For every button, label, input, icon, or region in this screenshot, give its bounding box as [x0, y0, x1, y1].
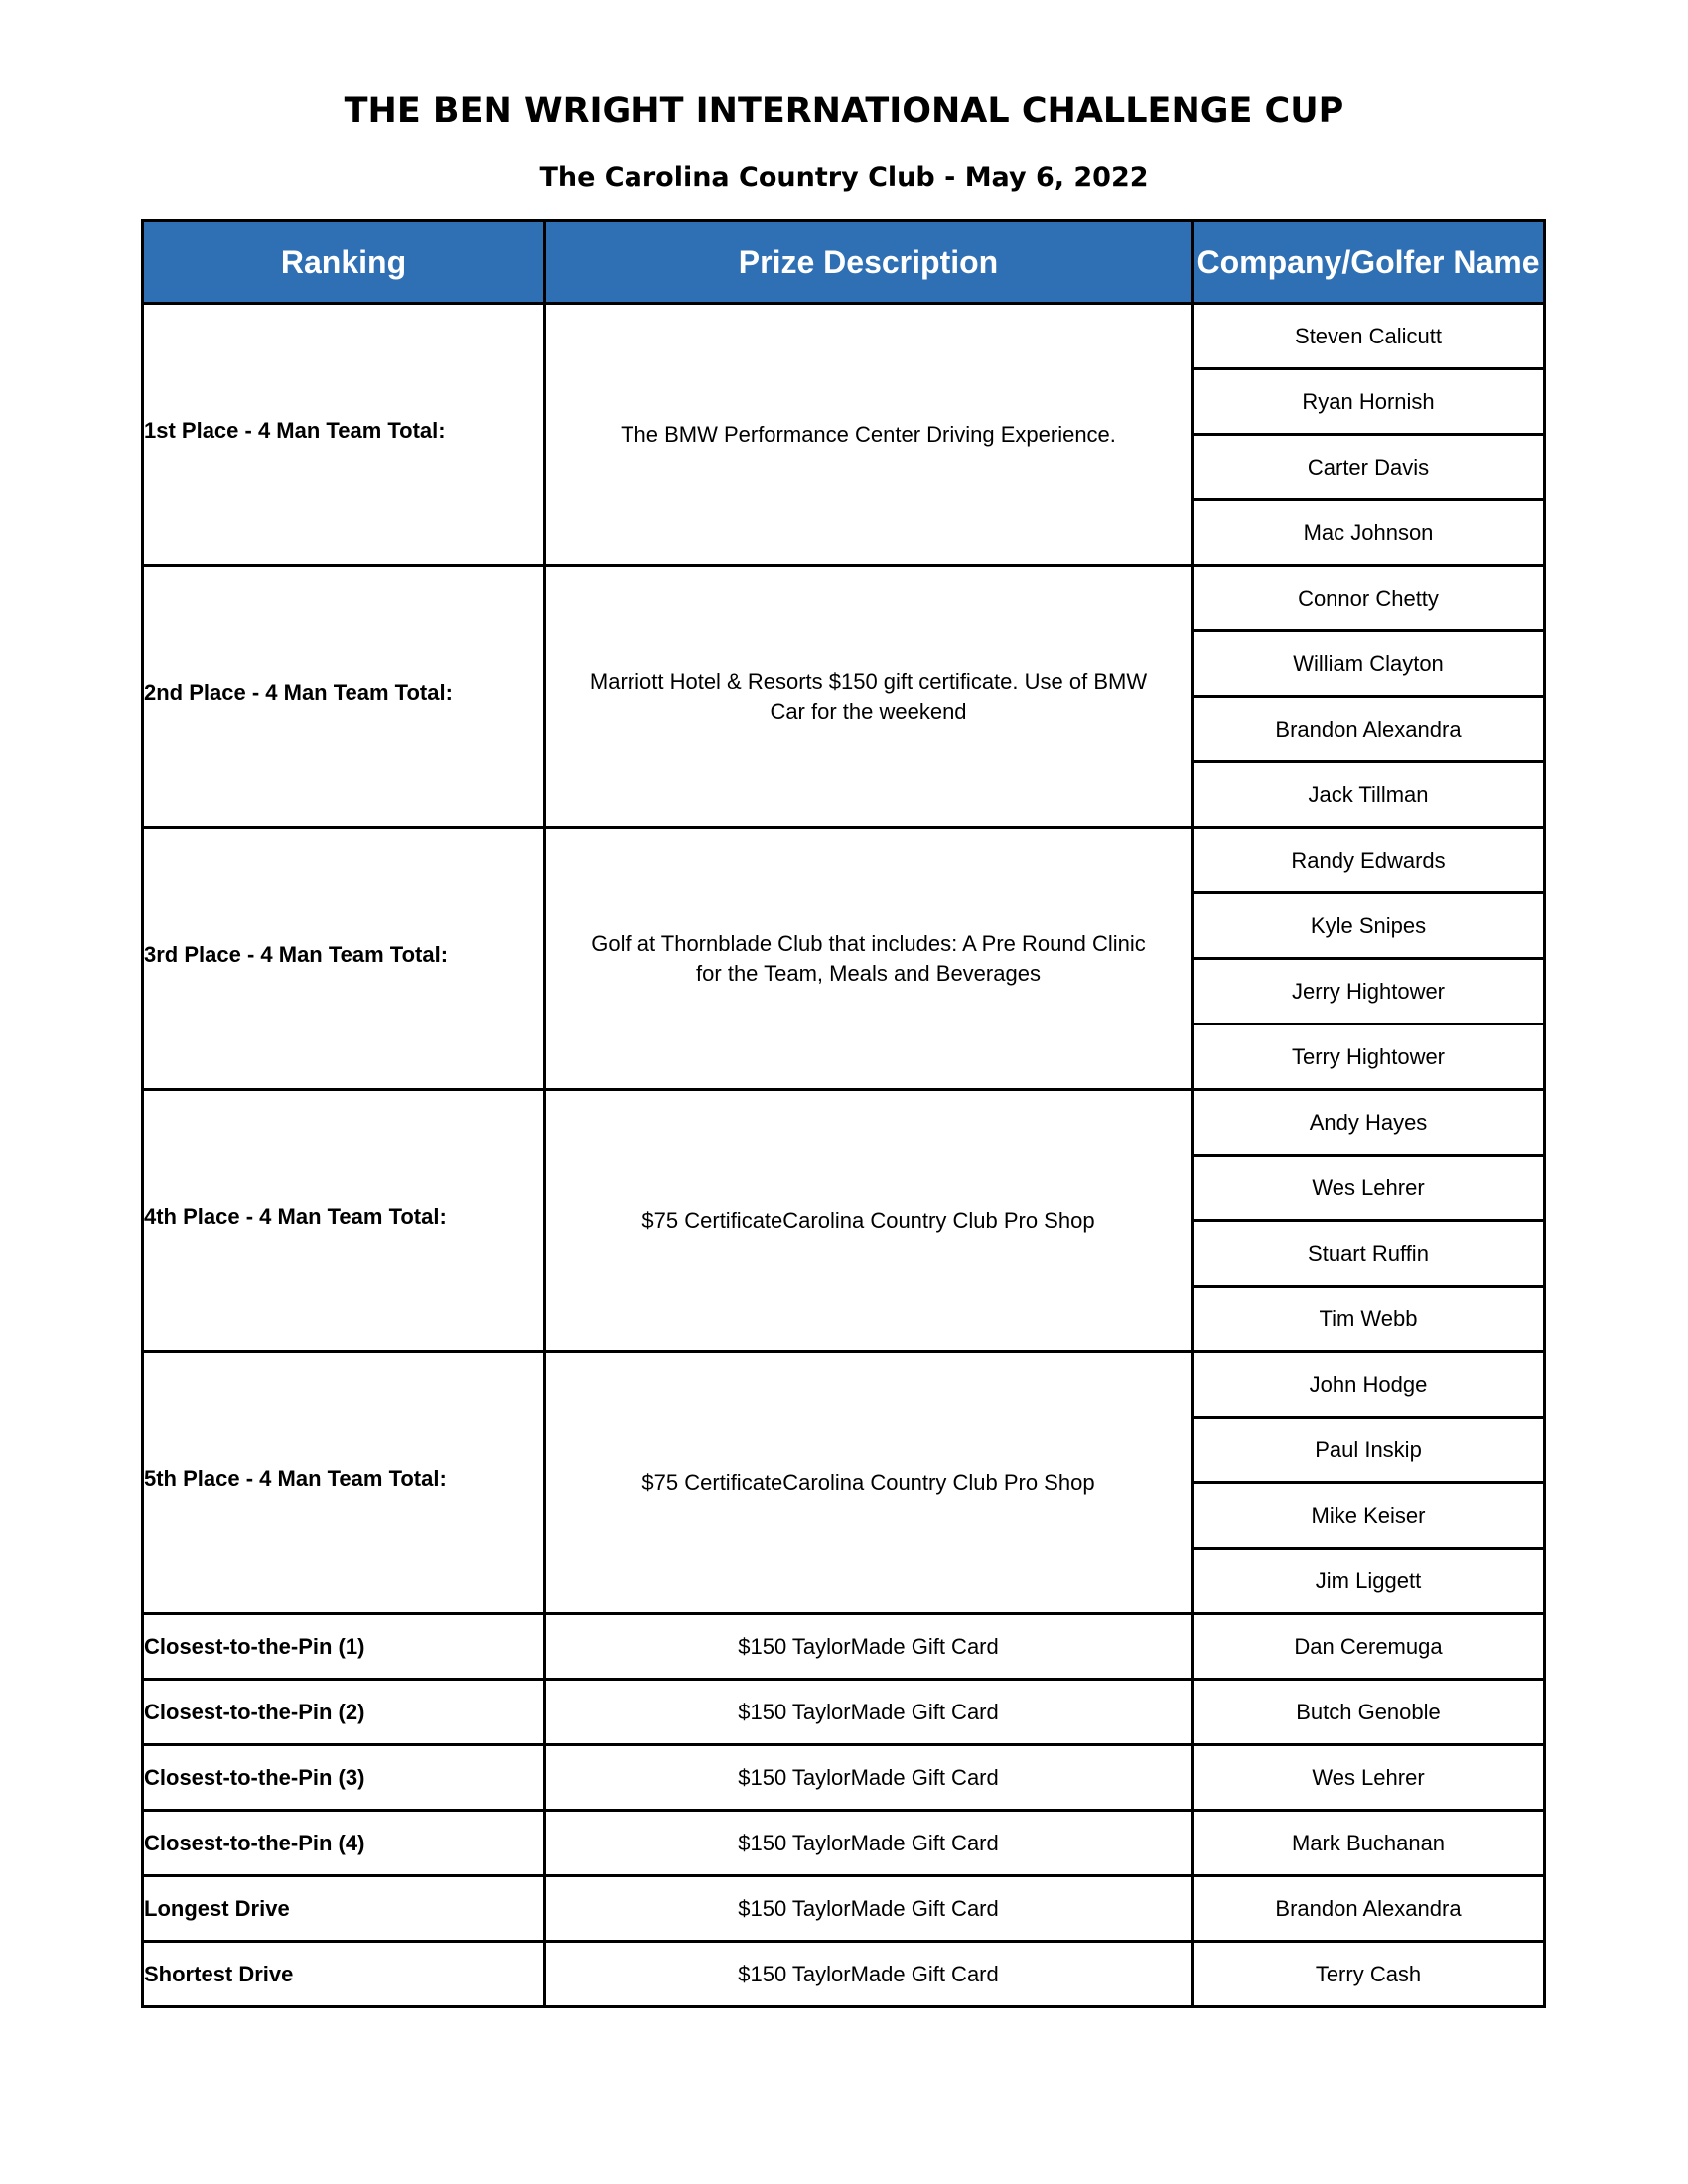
prize-description-cell: $150 TaylorMade Gift Card	[545, 1942, 1193, 2007]
golfer-name-cell: Butch Genoble	[1193, 1680, 1545, 1745]
table-row	[143, 1942, 1545, 2007]
ranking-cell: Shortest Drive	[143, 1942, 545, 2007]
ranking-cell: Closest-to-the-Pin (1)	[143, 1614, 545, 1680]
prize-description-cell: $150 TaylorMade Gift Card	[545, 1745, 1193, 1811]
golfer-name-cell: John Hodge	[1193, 1352, 1545, 1418]
prize-table	[141, 219, 1546, 2008]
golfer-name-cell: Steven Calicutt	[1193, 304, 1545, 369]
table-row	[143, 1745, 1545, 1811]
golfer-name-cell: Terry Cash	[1193, 1942, 1545, 2007]
column-header-prize-description: Prize Description	[545, 221, 1193, 304]
ranking-cell	[143, 566, 545, 828]
prize-description-cell: $150 TaylorMade Gift Card	[545, 1876, 1193, 1942]
table-row	[143, 1090, 1545, 1156]
golfer-name-cell: Andy Hayes	[1193, 1090, 1545, 1156]
golfer-name-cell: Paul Inskip	[1193, 1418, 1545, 1483]
golfer-name-cell: Mac Johnson	[1193, 500, 1545, 566]
golfer-name-cell: Ryan Hornish	[1193, 369, 1545, 435]
ranking-cell: Closest-to-the-Pin (4)	[143, 1811, 545, 1876]
prize-description-line: Car for the weekend	[770, 698, 967, 724]
table-row	[143, 1876, 1545, 1942]
ranking-label: 4th Place - 4 Man Team Total:	[144, 1203, 447, 1229]
golfer-name-cell: Jim Liggett	[1193, 1549, 1545, 1614]
golfer-name-cell: Carter Davis	[1193, 435, 1545, 500]
prize-description-cell: $150 TaylorMade Gift Card	[545, 1614, 1193, 1680]
table-body	[143, 304, 1545, 2007]
prize-description-cell	[545, 566, 1193, 828]
ranking-cell	[143, 1352, 545, 1614]
table-row	[143, 1614, 1545, 1680]
golfer-name-cell: Randy Edwards	[1193, 828, 1545, 893]
ranking-cell	[143, 1090, 545, 1352]
prize-description-cell	[545, 828, 1193, 1090]
table-row	[143, 1680, 1545, 1745]
table-row	[143, 1352, 1545, 1418]
golfer-name-cell: Jack Tillman	[1193, 762, 1545, 828]
column-header-golfer-name: Company/Golfer Name	[1193, 221, 1545, 304]
prize-description-line: for the Team, Meals and Beverages	[696, 960, 1041, 986]
prize-description-line: Golf at Thornblade Club that includes: A Pre Round Clinic	[591, 930, 1146, 956]
golfer-name-cell: Brandon Alexandra	[1193, 697, 1545, 762]
golfer-name-cell: Mike Keiser	[1193, 1483, 1545, 1549]
golfer-name-cell: Kyle Snipes	[1193, 893, 1545, 959]
table-row	[143, 566, 1545, 631]
golfer-name-cell: Terry Hightower	[1193, 1024, 1545, 1090]
prize-description-line: Carolina Country Club Pro Shop	[782, 1469, 1095, 1495]
prize-description-line: Marriott Hotel & Resorts $150 gift certificate. Use of BMW	[589, 668, 1148, 694]
prize-description-cell: $150 TaylorMade Gift Card	[545, 1811, 1193, 1876]
prize-description-cell	[545, 304, 1193, 566]
prize-description-cell	[545, 1352, 1193, 1614]
ranking-cell: Closest-to-the-Pin (2)	[143, 1680, 545, 1745]
ranking-label: 2nd Place - 4 Man Team Total:	[144, 679, 453, 705]
prize-description-cell	[545, 1090, 1193, 1352]
table-header-row	[143, 221, 1545, 304]
golfer-name-cell: Mark Buchanan	[1193, 1811, 1545, 1876]
golfer-name-cell: Wes Lehrer	[1193, 1745, 1545, 1811]
ranking-label: 3rd Place - 4 Man Team Total:	[144, 941, 449, 967]
table-row	[143, 304, 1545, 369]
prize-description-cell: $150 TaylorMade Gift Card	[545, 1680, 1193, 1745]
table-row	[143, 828, 1545, 893]
column-header-ranking: Ranking	[143, 221, 545, 304]
ranking-label: 5th Place - 4 Man Team Total:	[144, 1465, 447, 1491]
prize-description-line: Carolina Country Club Pro Shop	[782, 1207, 1095, 1233]
golfer-name-cell: William Clayton	[1193, 631, 1545, 697]
ranking-cell: Closest-to-the-Pin (3)	[143, 1745, 545, 1811]
ranking-cell	[143, 828, 545, 1090]
golfer-name-cell: Tim Webb	[1193, 1287, 1545, 1352]
golfer-name-cell: Wes Lehrer	[1193, 1156, 1545, 1221]
golfer-name-cell: Dan Ceremuga	[1193, 1614, 1545, 1680]
ranking-label: 1st Place - 4 Man Team Total:	[144, 417, 446, 443]
ranking-cell: Longest Drive	[143, 1876, 545, 1942]
ranking-cell	[143, 304, 545, 566]
golfer-name-cell: Connor Chetty	[1193, 566, 1545, 631]
table-row	[143, 1811, 1545, 1876]
document-title: THE BEN WRIGHT INTERNATIONAL CHALLENGE CUP	[344, 91, 1344, 131]
golfer-name-cell: Jerry Hightower	[1193, 959, 1545, 1024]
prize-description-line: $75 Certificate	[641, 1469, 783, 1495]
golfer-name-cell: Brandon Alexandra	[1193, 1876, 1545, 1942]
prize-description-line: The BMW Performance Center Driving Experience.	[621, 421, 1116, 447]
prize-description-line: $75 Certificate	[641, 1207, 783, 1233]
golfer-name-cell: Stuart Ruffin	[1193, 1221, 1545, 1287]
document-subtitle: The Carolina Country Club - May 6, 2022	[539, 162, 1149, 193]
